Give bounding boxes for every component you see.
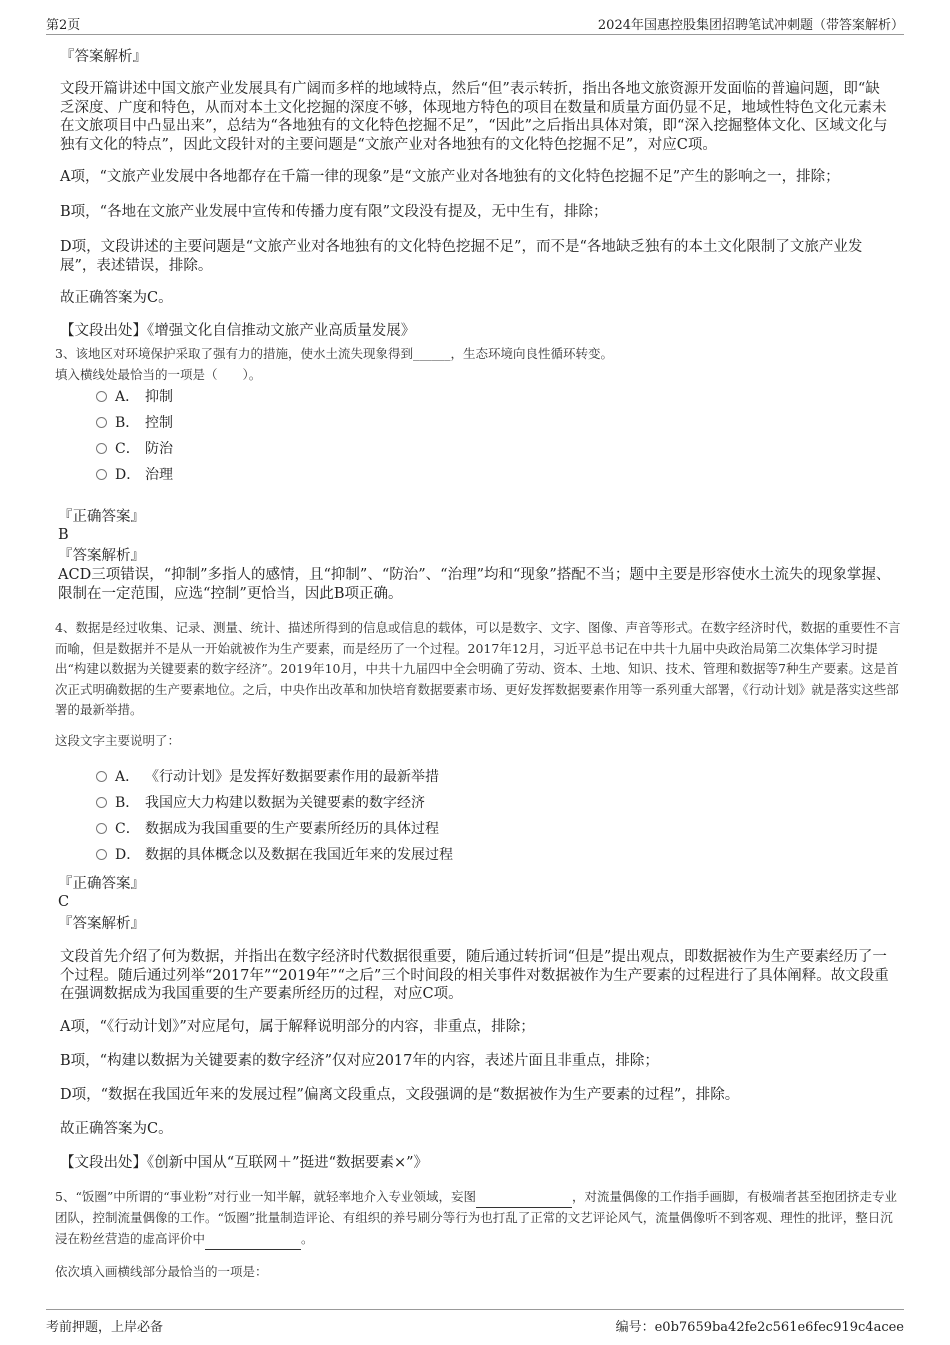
q4-option-c[interactable]: C． 数据成为我国重要的生产要素所经历的具体过程 <box>96 818 439 840</box>
radio-icon[interactable] <box>96 823 107 834</box>
q3-option-a[interactable]: A． 抑制 <box>96 386 173 408</box>
q4-analysis-option-b: B项，“构建以数据为关键要素的数字经济”仅对应2017年的内容，表述片面且非重点，排除； <box>60 1053 659 1069</box>
answer-analysis-label: 『答案解析』 <box>58 548 145 564</box>
question-5-prompt: 依次填入画横线部分最恰当的一项是： <box>55 1264 268 1279</box>
correct-answer-label: 『正确答案』 <box>58 876 145 892</box>
radio-icon[interactable] <box>96 797 107 808</box>
question-3-prompt: 填入横线处最恰当的一项是（ ）。 <box>55 367 262 382</box>
correct-answer-conclusion: 故正确答案为C。 <box>60 1121 173 1137</box>
page-header <box>46 14 904 35</box>
question-4-stem: 4、数据是经过收集、记录、测量、统计、描述所得到的信息或信息的载体，可以是数字、文字、图像、声音等形式。在数字经济时代，数据的重要性不言而喻，但是数据并不是从一开始就被作为生产要素，而是经历了一个过程。2017年12月，习近平总书记在中共十九届中央政治局第二次集体学习时提出“构建以数据为关键要素的数字经济”。2019年10月，中共十九届四中全会明确了劳动、资本、土地、知识、技术、管理和数据等7种生产要素。这是首次正式明确数据的生产要素地位。之后，中央作出改革和加快培育数据要素市场、更好发挥数据要素作用等一系列重大部署，《行动计划》就是落实这些部署的最新举措。 <box>55 620 901 717</box>
radio-icon[interactable] <box>96 443 107 454</box>
q4-analysis-option-a: A项，“《行动计划》”对应尾句，属于解释说明部分的内容，非重点，排除； <box>60 1019 535 1035</box>
footer-slogan: 考前押题，上岸必备 <box>46 1320 164 1335</box>
correct-answer-value: B <box>58 527 69 543</box>
q4-option-b[interactable]: B． 我国应大力构建以数据为关键要素的数字经济 <box>96 792 425 814</box>
radio-icon[interactable] <box>96 469 107 480</box>
radio-icon[interactable] <box>96 771 107 782</box>
answer-analysis-label: 『答案解析』 <box>60 49 147 65</box>
fill-blank-1[interactable] <box>476 1186 572 1208</box>
fill-blank-2[interactable] <box>205 1228 301 1250</box>
q3-option-c[interactable]: C． 防治 <box>96 438 173 460</box>
question-5-stem: 5、“饭圈”中所谓的“事业粉”对行业一知半解，就轻率地介入专业领域，妄图 ，对流量偶像的工作指手画脚，有极端者甚至抱团挤走专业团队，控制流量偶像的工作。“饭圈”批量制造评论、有组织的养号刷分等行为也打乱了正常的文艺评论风气，流量偶像听不到客观、理性的批评，整日沉浸在粉丝营造的虚高评价中 。 <box>55 1186 905 1250</box>
analysis-option-b: B项，“各地在文旅产业发展中宣传和传播力度有限”文段没有提及，无中生有，排除； <box>60 204 608 220</box>
correct-answer-value: C <box>58 894 70 910</box>
radio-icon[interactable] <box>96 391 107 402</box>
correct-answer-conclusion: 故正确答案为C。 <box>60 290 173 306</box>
question-4-prompt: 这段文字主要说明了： <box>55 733 181 748</box>
document-id: 编号：e0b7659ba42fe2c561e6fec919c4acee <box>615 1320 904 1335</box>
correct-answer-label: 『正确答案』 <box>58 509 145 525</box>
answer-analysis-label: 『答案解析』 <box>58 916 145 932</box>
analysis-paragraph: 文段开篇讲述中国文旅产业发展具有广阔而多样的地域特点，然后“但”表示转折，指出各地文旅资源开发面临的普遍问题，即“缺乏深度、广度和特色，从而对本土文化挖掘的深度不够，体现地方特色的项目在数量和质量方面仍显不足，地域性特色文化元素未在文旅项目中凸显出来”，总结为“各地独有的文化特色挖掘不足”，“因此”之后指出具体对策，即“深入挖掘整体文化、区域文化与独有文化的特点”，因此文段针对的主要问题是“文旅产业对各地独有的文化特色挖掘不足”，对应C项。 <box>60 81 888 153</box>
source-citation: 【文段出处】《增强文化自信推动文旅产业高质量发展》 <box>60 323 416 339</box>
q4-analysis-option-d: D项，“数据在我国近年来的发展过程”偏离文段重点，文段强调的是“数据被作为生产要素的过程”，排除。 <box>60 1087 740 1103</box>
q3-option-d[interactable]: D． 治理 <box>96 464 173 486</box>
analysis-option-a: A项，“文旅产业发展中各地都存在千篇一律的现象”是“文旅产业对各地独有的文化特色挖掘不足”产生的影响之一，排除； <box>60 169 840 185</box>
q4-option-d[interactable]: D． 数据的具体概念以及数据在我国近年来的发展过程 <box>96 844 453 866</box>
q4-analysis-paragraph: 文段首先介绍了何为数据，并指出在数字经济时代数据很重要，随后通过转折词“但是”提出观点，即数据被作为生产要素经历了一个过程。随后通过列举“2017年”“2019年”“之后”三个时间段的相关事件对数据被作为生产要素的过程进行了具体阐释。故文段重在强调数据成为我国重要的生产要素所经历的过程，对应C项。 <box>60 949 889 1002</box>
page-footer <box>46 1309 904 1336</box>
page-number: 第2页 <box>46 18 81 33</box>
q3-analysis-text: ACD三项错误，“抑制”多指人的感情，且“抑制”、“防治”、“治理”均和“现象”搭配不当；题中主要是形容使水土流失的现象掌握、限制在一定范围，应选“控制”更恰当，因此B项正确。 <box>58 567 891 602</box>
analysis-option-d: D项，文段讲述的主要问题是“文旅产业对各地独有的文化特色挖掘不足”，而不是“各地缺乏独有的本土文化限制了文旅产业发展”，表述错误，排除。 <box>60 239 863 274</box>
document-title: 2024年国惠控股集团招聘笔试冲刺题（带答案解析） <box>597 18 904 33</box>
radio-icon[interactable] <box>96 849 107 860</box>
q4-option-a[interactable]: A． 《行动计划》是发挥好数据要素作用的最新举措 <box>96 766 439 788</box>
q3-option-b[interactable]: B． 控制 <box>96 412 173 434</box>
radio-icon[interactable] <box>96 417 107 428</box>
source-citation: 【文段出处】《创新中国从“互联网＋”挺进“数据要素×”》 <box>60 1155 429 1171</box>
question-3-stem: 3、该地区对环境保护采取了强有力的措施，使水土流失现象得到______，生态环境向良性循环转变。 <box>55 346 613 361</box>
